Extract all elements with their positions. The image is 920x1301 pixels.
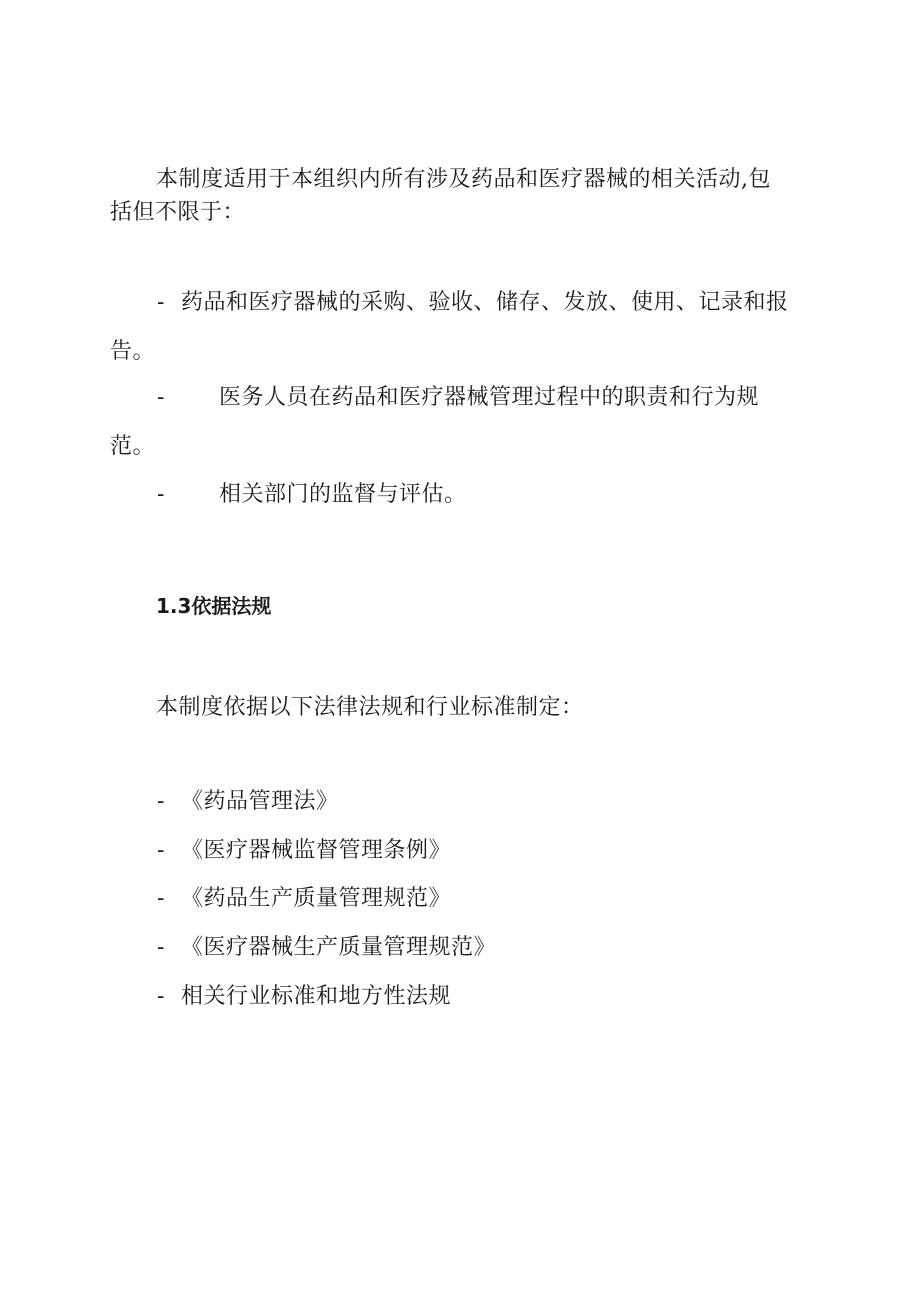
- scope-list-item: [157, 386, 759, 410]
- scope-intro-line-2: 括但不限于：: [110, 200, 246, 225]
- scope-item-text: 药品和医疗器械的采购、验收、储存、发放、使用、记录和报: [181, 290, 789, 315]
- list-bullet: -: [157, 290, 165, 315]
- scope-item-text: 相关部门的监督与评估。: [219, 482, 467, 507]
- scope-list-item: [157, 291, 789, 315]
- law-item-text: 《药品生产质量管理规范》: [181, 886, 452, 911]
- law-item-text: 《医疗器械监督管理条例》: [181, 838, 452, 863]
- list-bullet: -: [157, 886, 165, 911]
- list-bullet: -: [157, 838, 165, 863]
- section-heading: 1.3依据法规: [156, 594, 272, 618]
- scope-list-item: [157, 483, 467, 507]
- list-bullet: -: [157, 789, 165, 814]
- scope-item-continuation: 范。: [110, 434, 156, 459]
- law-item-text: 《药品管理法》: [181, 789, 339, 814]
- scope-item-continuation: 告。: [110, 339, 156, 364]
- list-bullet: -: [157, 984, 165, 1009]
- scope-item-text: 医务人员在药品和医疗器械管理过程中的职责和行为规: [219, 385, 760, 410]
- list-bullet: -: [157, 482, 165, 507]
- law-item-text: 《医疗器械生产质量管理规范》: [181, 935, 497, 960]
- list-bullet: -: [157, 935, 165, 960]
- law-list-item: [157, 839, 451, 863]
- law-list-item: [157, 936, 496, 960]
- law-list-item: [157, 790, 339, 814]
- law-list-item: [157, 985, 451, 1009]
- basis-intro: 本制度依据以下法律法规和行业标准制定：: [156, 695, 584, 720]
- list-bullet: -: [157, 385, 165, 410]
- law-item-text: 相关行业标准和地方性法规: [181, 984, 452, 1009]
- law-list-item: [157, 887, 451, 911]
- scope-intro-line-1: 本制度适用于本组织内所有涉及药品和医疗器械的相关活动,包: [156, 167, 771, 192]
